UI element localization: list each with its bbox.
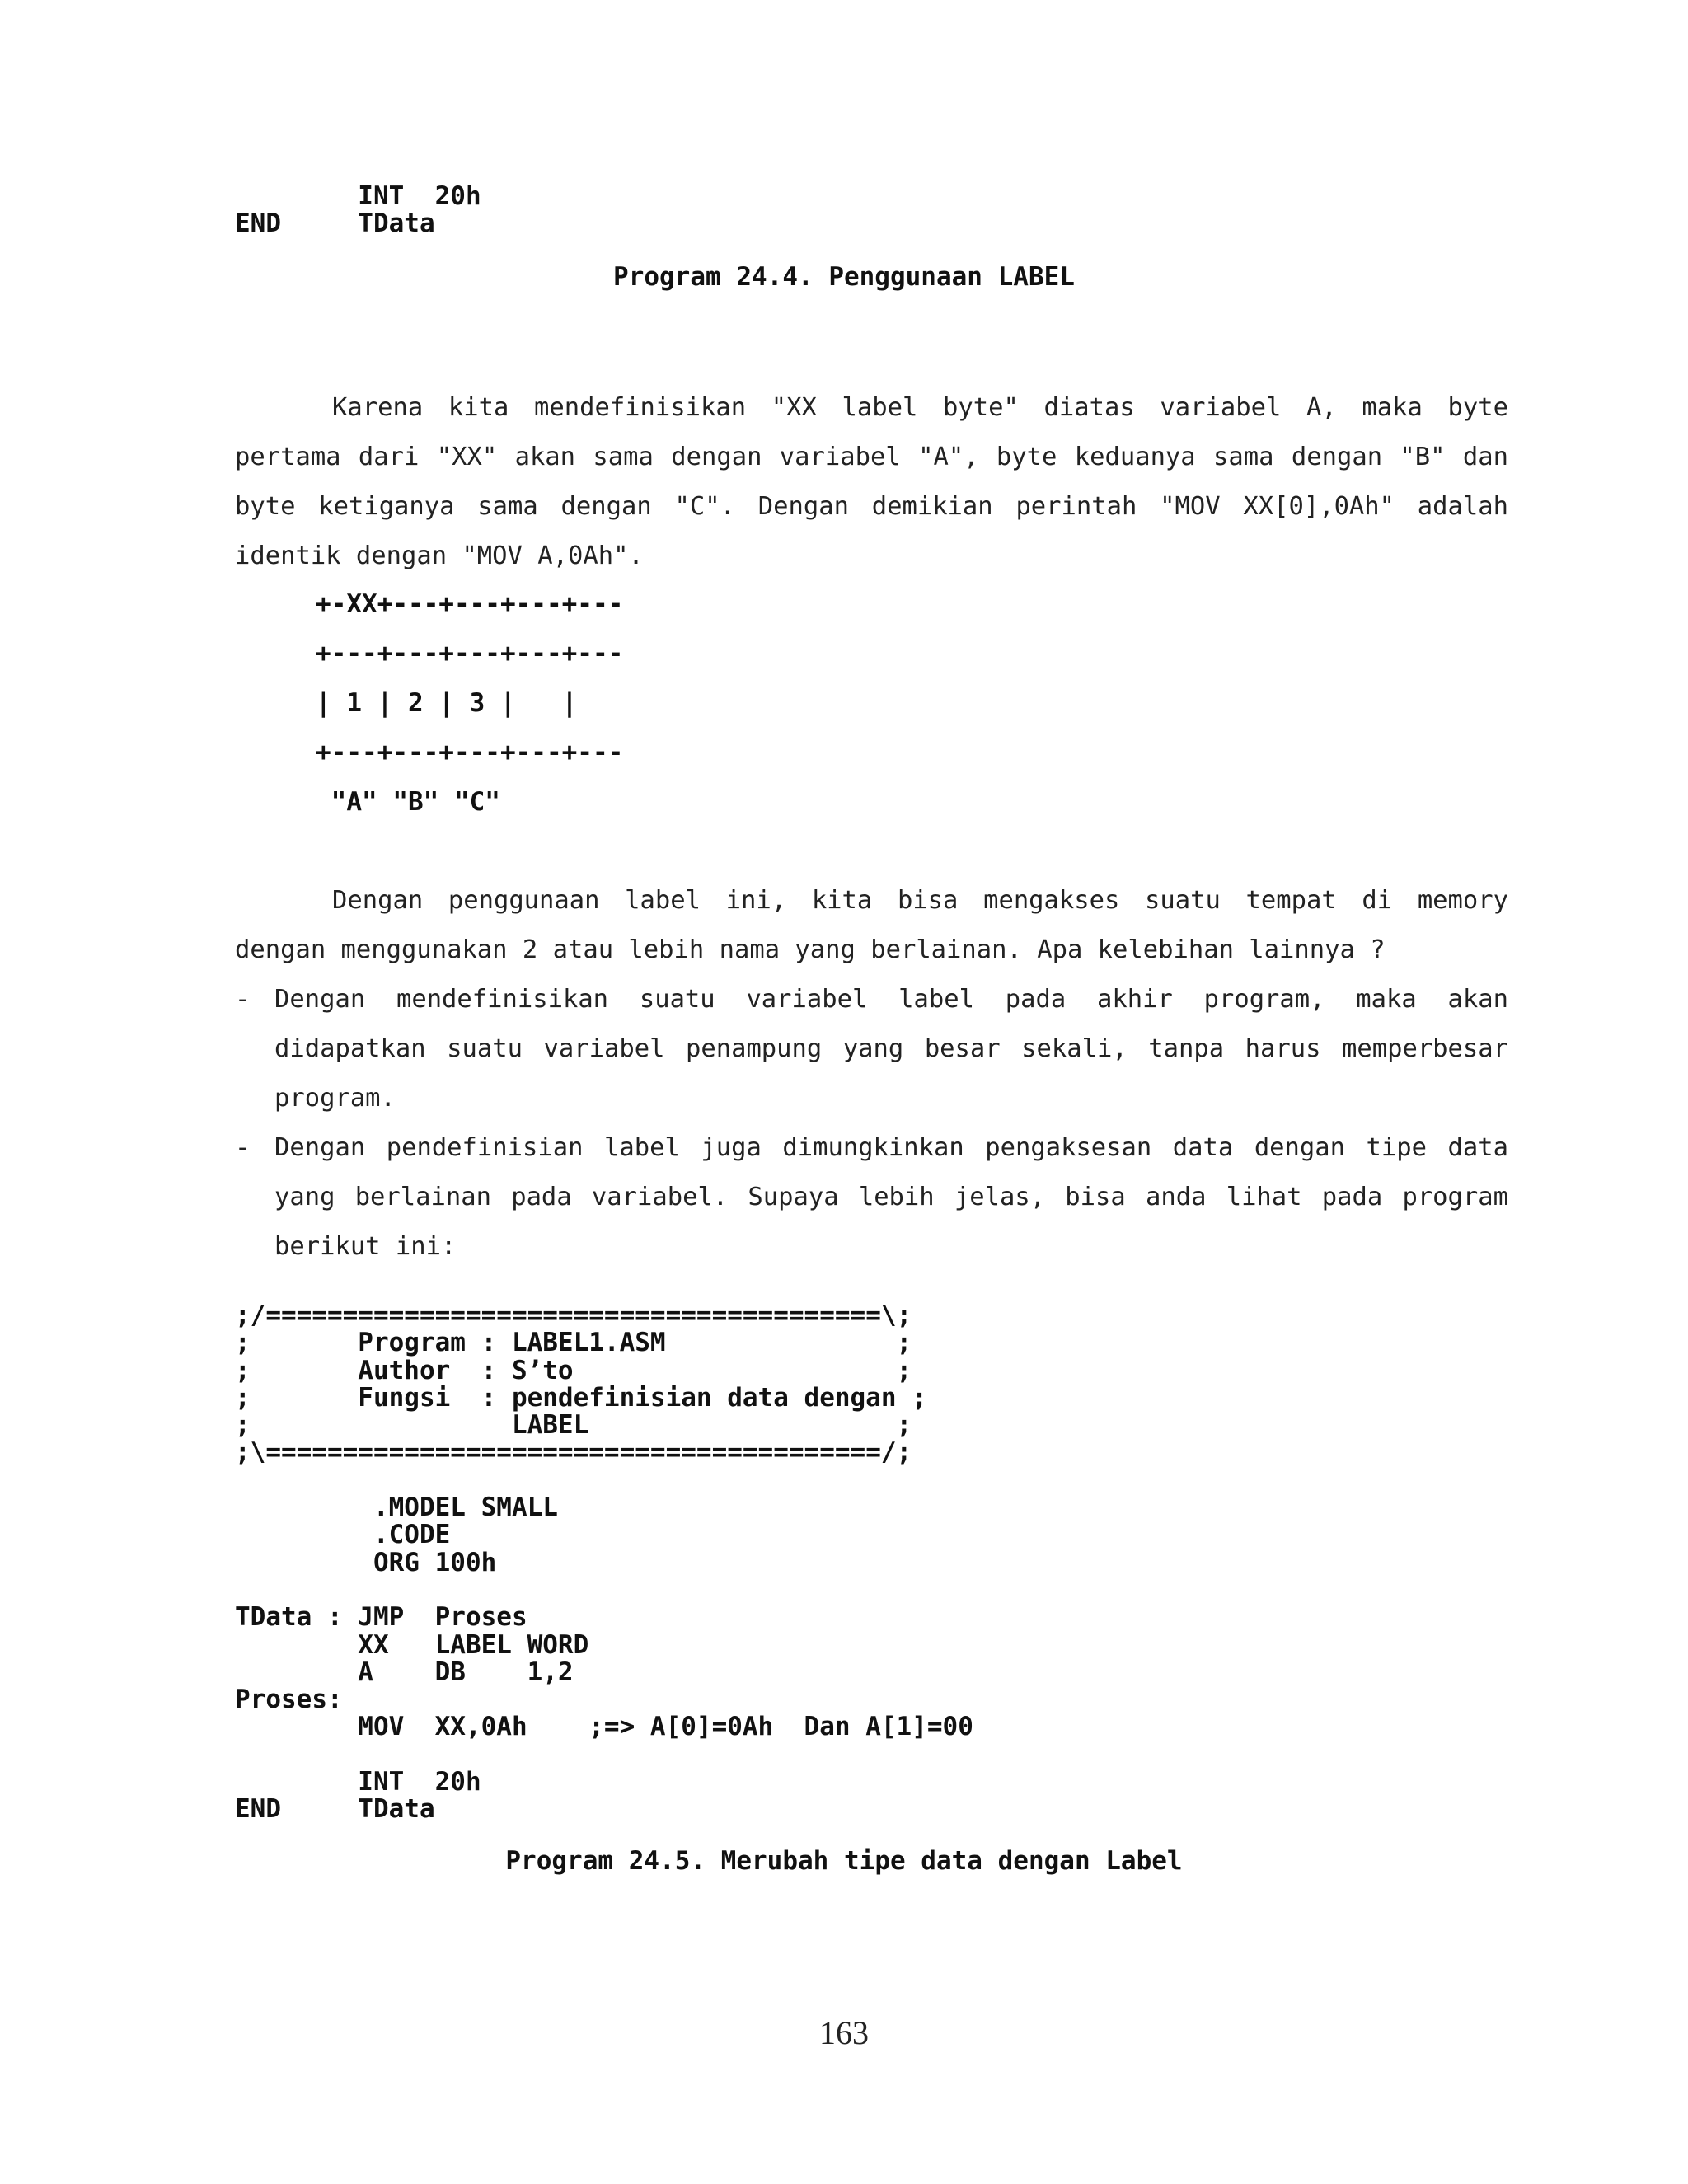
body-paragraph: [235, 876, 1508, 975]
body-paragraph: [235, 383, 1508, 581]
memory-layout-diagram: +-XX+---+---+---+--- +---+---+---+---+--- | 1 | 2 | 3 | | +---+---+---+---+--- "A" "B" "C": [316, 589, 624, 817]
list-item-text: Dengan mendefinisikan suatu variabel label pada akhir program, maka akan didapatkan suatu variabel penampung yang besar sekali, tanpa harus memperbesar program.: [274, 985, 1508, 1113]
program-caption: Program 24.4. Penggunaan LABEL: [613, 262, 1075, 292]
code-listing-tail: INT 20h END TData: [235, 181, 481, 239]
list-item: [235, 1123, 1508, 1272]
list-item: [235, 975, 1508, 1123]
paragraph-text: Karena kita mendefinisikan "XX label byte" diatas variabel A, maka byte pertama dari "XX" akan sama dengan variabel "A", byte keduanya sama dengan "B" dan byte ketiganya sama dengan "C". Dengan demikian perintah "MOV XX[0],0Ah" adalah identik dengan "MOV A,0Ah".: [235, 393, 1508, 570]
program-caption: Program 24.5. Merubah tipe data dengan Label: [505, 1846, 1183, 1876]
program-listing: ;/========================================\; ; Program : LABEL1.ASM ; ; Author : S’to ; ; Fungsi : pendefinisian data dengan ; ; LABEL ; ;\========================================/; .MODEL SMALL .CODE ORG 100h TData : JMP Proses XX LABEL WORD A DB 1,2 Proses: MOV XX,0Ah ;=> A[0]=0Ah Dan A[1]=00 INT 20h END TData: [235, 1301, 973, 1825]
bullet-dash: -: [235, 985, 251, 1014]
bullet-dash: -: [235, 1133, 251, 1162]
list-item-text: Dengan pendefinisian label juga dimungkinkan pengaksesan data dengan tipe data yang berlainan pada variabel. Supaya lebih jelas, bisa anda lihat pada program berikut ini:: [274, 1133, 1508, 1261]
paragraph-text: Dengan penggunaan label ini, kita bisa mengakses suatu tempat di memory dengan menggunakan 2 atau lebih nama yang berlainan. Apa kelebihan lainnya ?: [235, 886, 1508, 964]
page-number: 163: [819, 2014, 869, 2051]
